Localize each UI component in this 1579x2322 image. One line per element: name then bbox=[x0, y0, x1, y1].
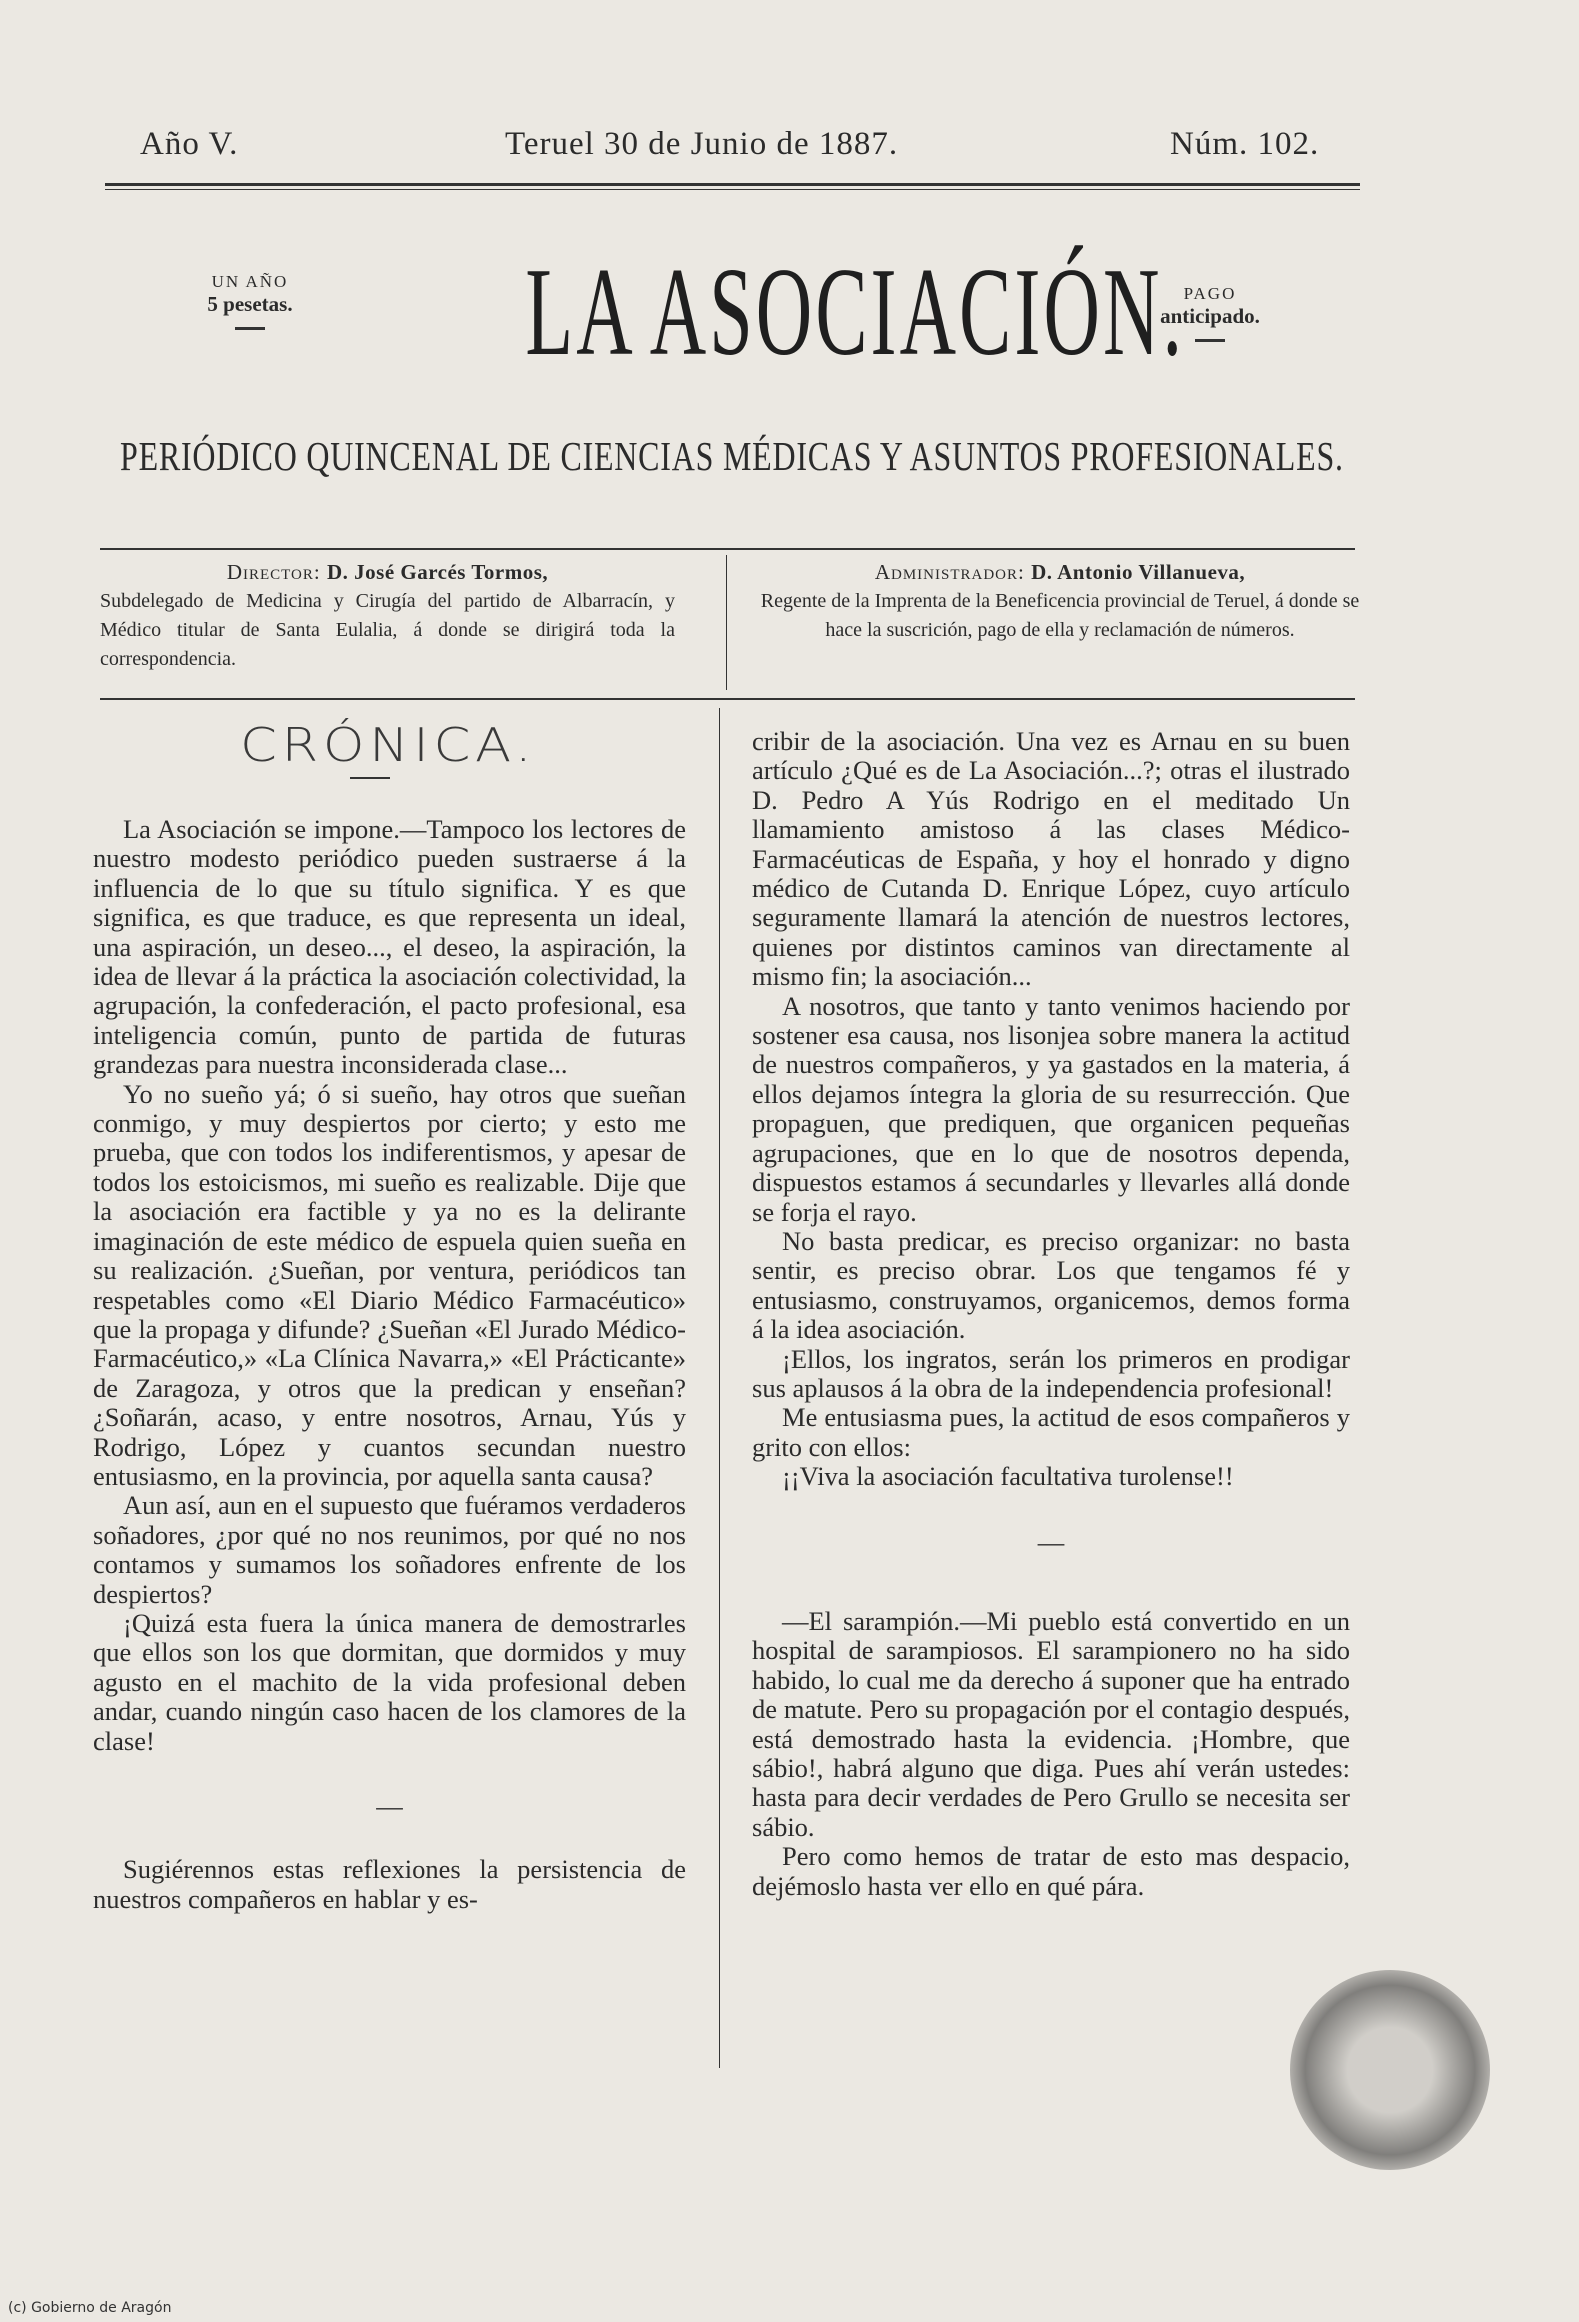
left-column bbox=[93, 815, 686, 1914]
staff-bottom-rule bbox=[100, 698, 1355, 700]
paragraph: A nosotros, que tanto y tanto venimos haciendo por sostener esa causa, nos lisonjea sobre manera la actitud de nuestros compañeros, y ya gastados en la materia, á ellos dejamos íntegra la gloria de su resurrección. Que propaguen, que prediquen, que organicen pequeñas agrupaciones, que en lo que de nosotros dependa, dispuestos estamos á secundarles y llevarles allá donde se forja el rayo. bbox=[752, 990, 1350, 1227]
administrator-text: Regente de la Imprenta de la Beneficencia provincial de Teruel, á donde se hace la suscrición, pago de ella y reclamación de números. bbox=[760, 590, 1360, 641]
subscription-price bbox=[180, 272, 320, 330]
dateline: Teruel 30 de Junio de 1887. bbox=[505, 126, 899, 162]
paragraph: cribir de la asociación. Una vez es Arnau en su buen artículo ¿Qué es de La Asociación...?; otras el ilustrado D. Pedro A Yús Rodrigo en el meditado Un llamamiento amistoso á las clases Médico-Farmacéuticas de España, y hoy el honrado y digno médico de Cutanda D. Enrique López, cuyo artículo seguramente llamará la atención de nuestros lectores, quienes por distintos caminos van directamente al mismo fin; la asociación... bbox=[752, 726, 1350, 992]
copyright-footer: (c) Gobierno de Aragón bbox=[8, 2300, 172, 2316]
paragraph: No basta predicar, es preciso organizar: no basta sentir, es preciso obrar. Los que tengamos fé y entusiasmo, construyamos, organicemos, demos forma á la idea asociación. bbox=[752, 1225, 1350, 1345]
masthead-title: LA ASOCIACIÓN. bbox=[525, 243, 1186, 382]
paragraph: Pero como hemos de tratar de esto mas despacio, dejémoslo hasta ver ello en qué pára. bbox=[752, 1841, 1350, 1901]
staff-top-rule bbox=[100, 548, 1355, 550]
director-box bbox=[100, 558, 675, 674]
right-column bbox=[752, 727, 1350, 1901]
issue-number: Núm. 102. bbox=[1170, 126, 1320, 162]
subscription-dash bbox=[235, 327, 265, 330]
subscription-line2: 5 pesetas. bbox=[207, 292, 293, 316]
director-text: Subdelegado de Medicina y Cirugía del partido de Albarracín, y Médico titular de Santa Eulalia, á donde se dirigirá toda la correspondencia. bbox=[100, 590, 675, 670]
administrator-box bbox=[760, 558, 1360, 645]
director-name: D. José Garcés Tormos, bbox=[326, 560, 549, 584]
subscription-line1: UN AÑO bbox=[211, 272, 289, 291]
column-divider bbox=[719, 708, 720, 2068]
paragraph: ¡¡Viva la asociación facultativa turolense!! bbox=[782, 1461, 1234, 1492]
paragraph: ¡Ellos, los ingratos, serán los primeros en prodigar sus aplausos á la obra de la independencia profesional! bbox=[752, 1343, 1350, 1403]
header-rule bbox=[105, 183, 1360, 186]
payment-dash bbox=[1195, 339, 1225, 342]
section-title-dash bbox=[350, 777, 390, 779]
administrator-name: D. Antonio Villanueva, bbox=[1031, 560, 1246, 584]
separator: — bbox=[1037, 1526, 1065, 1557]
paragraph: Sugiérennos estas reflexiones la persistencia de nuestros compañeros en hablar y es- bbox=[93, 1854, 686, 1914]
paragraph: La Asociación se impone.—Tampoco los lectores de nuestro modesto periódico pueden sustraerse á la influencia de lo que su título significa. Y es que significa, es que traduce, es que representa un ideal, una aspiración, un deseo..., el deseo, la aspiración, la idea de llevar á la práctica la asociación colectividad, la agrupación, la confederación, el pacto profesional, esa inteligencia común, punto de partida de futuras grandezas para nuestra inconsiderada clase... bbox=[93, 814, 686, 1080]
year-label: Año V. bbox=[140, 126, 239, 162]
section-title: CRÓNICA. bbox=[240, 718, 537, 772]
header-rule-thin bbox=[105, 189, 1360, 190]
staff-divider bbox=[726, 555, 727, 690]
paragraph: —El sarampión.—Mi pueblo está convertido en un hospital de sarampiosos. El sarampionero no ha sido habido, lo cual me da derecho á suponer que ha entrado de matute. Pero su propagación por el contagio después, está demostrado hasta la evidencia. ¡Hombre, que sábio!, habrá alguno que diga. Pues ahí verán ustedes: hasta para decir verdades de Pero Grullo se necesita ser sábio. bbox=[752, 1605, 1350, 1842]
payment-line2: anticipado. bbox=[1160, 304, 1260, 328]
payment-line1: PAGO bbox=[1183, 284, 1237, 303]
payment-note bbox=[1135, 284, 1285, 342]
paragraph: Aun así, aun en el supuesto que fuéramos verdaderos soñadores, ¿por qué no nos reunimos, por qué no nos contamos y sumamos los soñadores enfrente de los despiertos? bbox=[93, 1490, 686, 1609]
director-role: Director: bbox=[226, 560, 321, 584]
masthead-subtitle: PERIÓDICO QUINCENAL DE CIENCIAS MÉDICAS Y ASUNTOS PROFESIONALES. bbox=[120, 433, 1344, 479]
paragraph: Yo no sueño yá; ó si sueño, hay otros que sueñan conmigo, y muy despiertos por cierto; y esto me prueba, que con todos los indiferentismos, y apesar de todos los estoicismos, mi sueño es realizable. Dije que la asociación era factible y ya no es la delirante imaginación de este médico de espuela quien sueña en su realización. ¿Sueñan, por ventura, periódicos tan respetables como «El Diario Médico Farmacéutico» que la propaga y difunde? ¿Sueñan «El Jurado Médico-Farmacéutico,» «La Clínica Navarra,» «El Prácticante» de Zaragoza, y otros que la predican y enseñan? ¿Soñarán, acaso, y entre nosotros, Arnau, Yús y Rodrigo, López y cuantos secundan nuestro entusiasmo, en la provincia, por aquella santa causa? bbox=[93, 1078, 686, 1491]
library-stamp bbox=[1290, 1970, 1490, 2170]
paragraph: Me entusiasma pues, la actitud de esos compañeros y grito con ellos: bbox=[752, 1402, 1350, 1462]
paragraph: ¡Quizá esta fuera la única manera de demostrarles que ellos son los que dormitan, que dormidos y muy agusto en el machito de la vida profesional deben andar, cuando ningún caso hacen de los clamores de la clase! bbox=[93, 1607, 686, 1756]
administrator-role: Administrador: bbox=[874, 560, 1025, 584]
separator: — bbox=[376, 1791, 403, 1821]
